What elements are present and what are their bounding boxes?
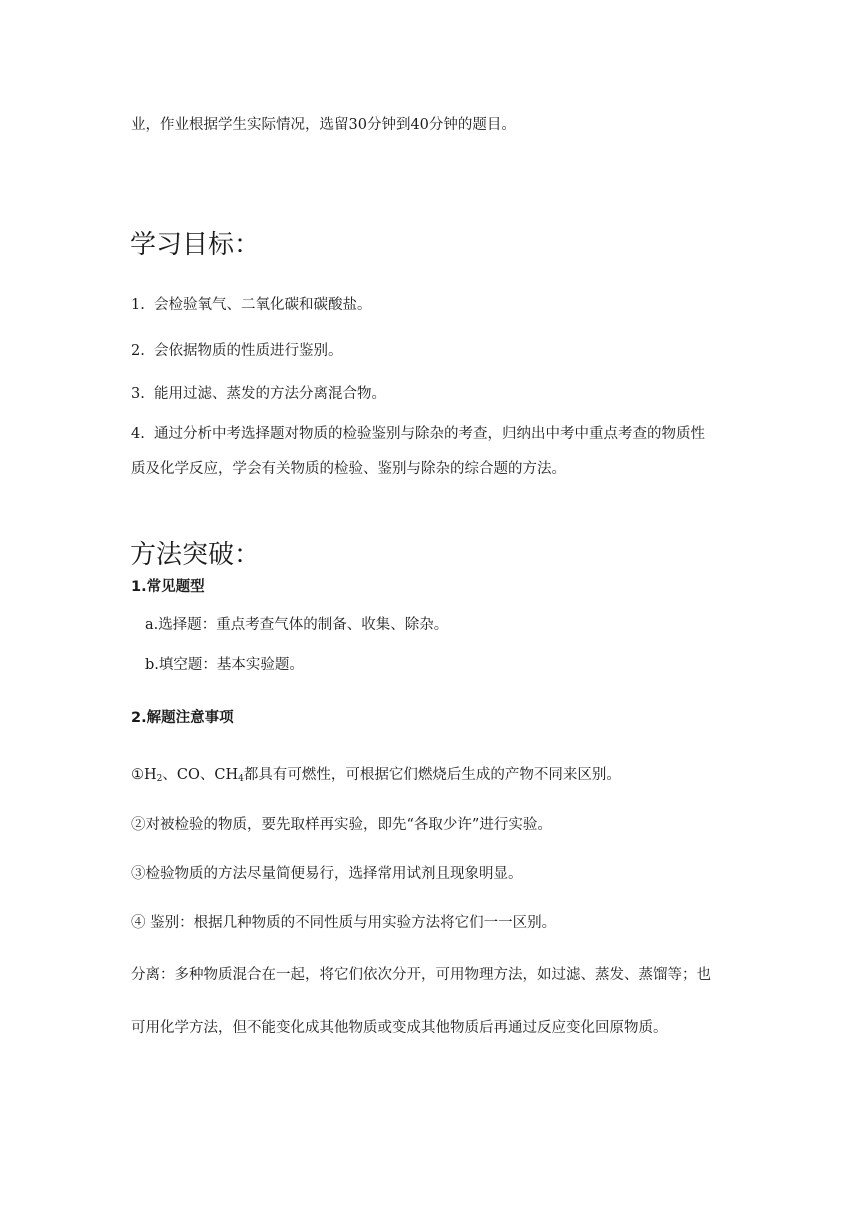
goal-item-text: 能用过滤、蒸发的方法分离混合物。 (154, 386, 386, 402)
goal-item-4 (131, 422, 705, 443)
goal-item-3 (131, 382, 386, 403)
goal-item-1 (131, 293, 372, 314)
note-2: ②对被检验的物质，要先取样再实验，即先“各取少许”进行实验。 (131, 817, 552, 833)
common-types-heading: 1.常见题型 (131, 579, 205, 595)
note-1-h: H (144, 767, 157, 783)
goal-item-text: 会依据物质的性质进行鉴别。 (154, 343, 343, 359)
goal-item-2 (131, 339, 343, 360)
note-1-rest: 都具有可燃性，可根据它们燃烧后生成的产物不同来区别。 (243, 767, 621, 783)
goal-item-num: 4. (131, 426, 145, 442)
type-b-line: b.填空题：基本实验题。 (145, 657, 304, 673)
goal-item-4-continued: 质及化学反应，学会有关物质的检验、鉴别与除杂的综合题的方法。 (131, 461, 566, 477)
goal-item-num: 1. (131, 297, 145, 313)
type-a-line: a.选择题：重点考查气体的制备、收集、除杂。 (145, 617, 449, 633)
goals-heading: 学习目标： (130, 230, 261, 260)
separation-line-1: 分离：多种物质混合在一起，将它们依次分开，可用物理方法，如过滤、蒸发、蒸馏等；也 (131, 967, 711, 983)
goal-item-text: 会检验氧气、二氧化碳和碳酸盐。 (154, 297, 372, 313)
note-1-circle: ① (131, 767, 144, 783)
note-1-mid: 、CO、CH (162, 767, 239, 783)
separation-line-2: 可用化学方法，但不能变化成其他物质或变成其他物质后再通过反应变化回原物质。 (131, 1020, 668, 1036)
note-4: ④ 鉴别：根据几种物质的不同性质与用实验方法将它们一一区别。 (131, 915, 557, 931)
intro-line: 业，作业根据学生实际情况，选留30分钟到40分钟的题目。 (131, 117, 516, 133)
goal-item-num: 2. (131, 343, 145, 359)
note-1 (131, 763, 621, 784)
goal-item-num: 3. (131, 386, 145, 402)
note-1-h-sub: 2 (156, 774, 163, 784)
note-1-ch-sub: 4 (238, 774, 244, 784)
methods-heading: 方法突破： (130, 540, 261, 570)
notes-heading: 2.解题注意事项 (131, 710, 234, 726)
goal-item-text: 通过分析中考选择题对物质的检验鉴别与除杂的考查，归纳出中考中重点考查的物质性 (154, 426, 705, 442)
note-3: ③检验物质的方法尽量简便易行，选择常用试剂且现象明显。 (131, 866, 523, 882)
